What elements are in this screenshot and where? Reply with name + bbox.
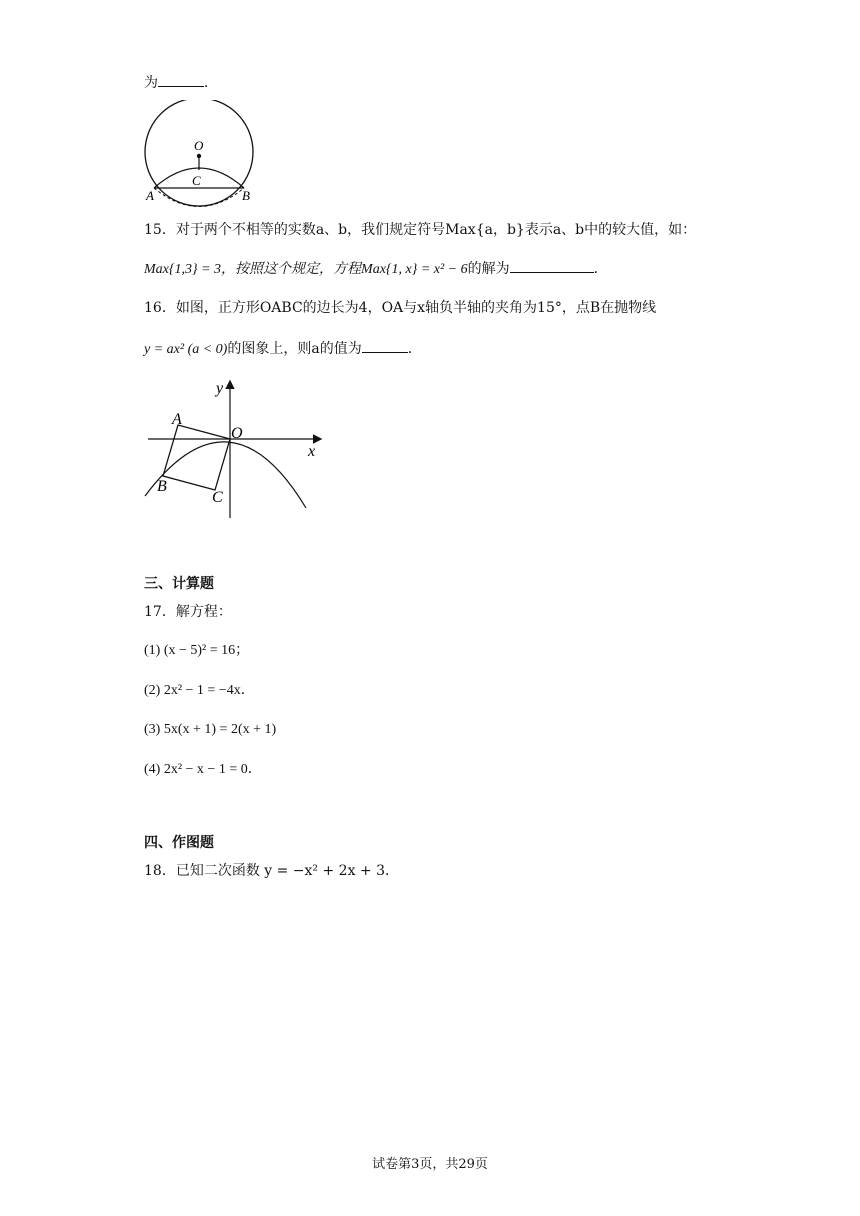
q14-label-o: O bbox=[194, 138, 204, 153]
q15-prompt: 的解为 bbox=[467, 261, 510, 277]
q14-point-o bbox=[197, 154, 201, 158]
q16-period: ． bbox=[407, 341, 422, 357]
q14-period: ． bbox=[204, 75, 218, 91]
q16-square-oabc bbox=[163, 425, 230, 490]
q14-circle-figure bbox=[138, 100, 262, 212]
q14-label-b: B bbox=[242, 188, 250, 203]
q14-answer-line bbox=[144, 72, 218, 93]
q17-item-1: (1) (x − 5)² = 16； bbox=[144, 643, 250, 658]
q15-line-2 bbox=[144, 258, 608, 280]
q16-label-c: C bbox=[212, 489, 223, 506]
q14-label-c: C bbox=[192, 173, 201, 188]
q14-tail-text: 为 bbox=[144, 75, 158, 91]
q16-parabola-figure bbox=[140, 376, 330, 522]
q17-text: 17．解方程： bbox=[144, 604, 232, 620]
q14-label-a: A bbox=[146, 188, 154, 203]
q16-label-o: O bbox=[231, 425, 243, 442]
q16-label-a: A bbox=[172, 411, 182, 428]
q14-circle bbox=[145, 100, 253, 206]
q14-dashed-arc bbox=[154, 188, 244, 207]
q16-label-b: B bbox=[157, 478, 167, 495]
q16-equation: y = ax² (a < 0) bbox=[144, 342, 228, 357]
page-footer: 试卷第3页，共29页 bbox=[372, 1157, 488, 1172]
q16-label-x: x bbox=[308, 443, 316, 460]
q16-line-1: 16．如图，正方形OABC的边长为4，OA与x轴负半轴的夹角为15°，点B在抛物线 bbox=[144, 300, 657, 316]
section-4-heading: 四、作图题 bbox=[144, 835, 214, 851]
q15-period: ． bbox=[593, 261, 608, 277]
q14-answer-blank bbox=[158, 72, 204, 87]
q16-prompt: 的图象上，则a的值为 bbox=[227, 341, 362, 357]
q17-item-4: (4) 2x² − x − 1 = 0． bbox=[144, 762, 262, 777]
q17-item-3: (3) 5x(x + 1) = 2(x + 1) bbox=[144, 722, 277, 737]
q15-answer-blank bbox=[510, 258, 594, 273]
q18-text: 18．已知二次函数 y = −x² + 2x + 3． bbox=[144, 863, 400, 879]
section-3-heading: 三、计算题 bbox=[144, 576, 214, 592]
q15-line-1: 15．对于两个不相等的实数a、b，我们规定符号Max{a，b}表示a、b中的较大值，如： bbox=[144, 222, 697, 238]
q16-answer-blank bbox=[362, 338, 408, 353]
q17-item-2: (2) 2x² − 1 = −4x． bbox=[144, 683, 255, 698]
q15-example-eq: Max{1,3} = 3，按照这个规定，方程 bbox=[144, 262, 362, 277]
q15-equation: Max{1, x} = x² − 6 bbox=[361, 262, 468, 277]
q16-parabola bbox=[145, 442, 306, 508]
q16-line-2 bbox=[144, 338, 422, 360]
q16-label-y: y bbox=[216, 380, 224, 397]
